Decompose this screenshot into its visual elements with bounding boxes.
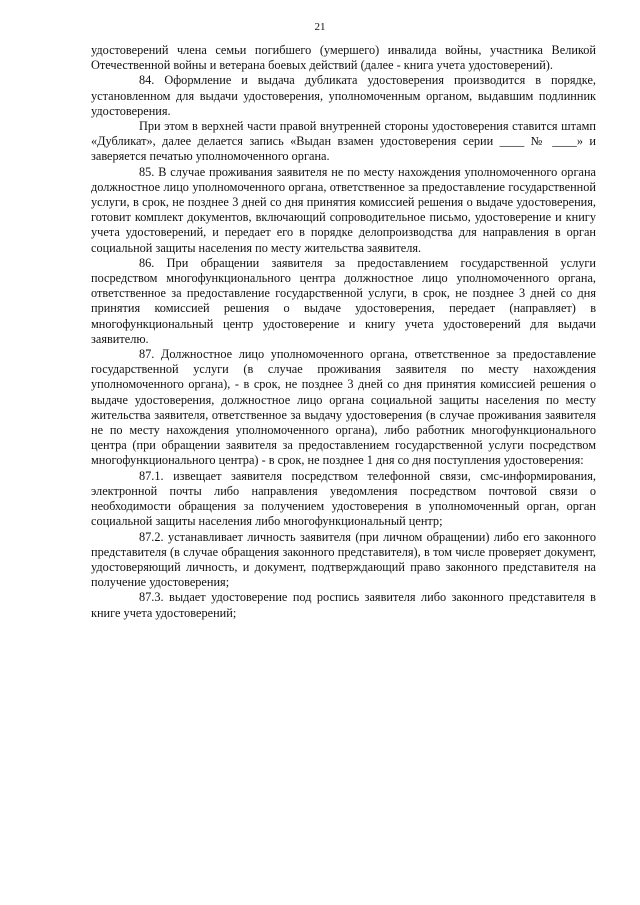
paragraph-87-3: 87.3. выдает удостоверение под роспись заявителя либо законного представителя в книге учета удостоверений; xyxy=(91,590,596,620)
paragraph-86: 86. При обращении заявителя за предоставлением государственной услуги посредством многофункционального центра должностное лицо уполномоченного органа, ответственное за предоставление государственной услуги, в срок, не позднее 3 дней со дня принятия комиссией решения о выдаче удостоверения, передает (направляет) в многофункциональный центр удостоверение и книгу учета удостоверений для выдачи заявителю. xyxy=(91,255,596,346)
paragraph-duplicate-stamp: При этом в верхней части правой внутренней стороны удостоверения ставится штамп «Дубликат», далее делается запись «Выдан взамен удостоверения серии ____ № ____» и заверяется печатью уполномоченного органа. xyxy=(91,119,596,164)
paragraph-87-1: 87.1. извещает заявителя посредством телефонной связи, смс-информирования, электронной почты либо направления уведомления посредством почтовой связи о необходимости обращения за получением удостоверения в уполномоченный орган, орган социальной защиты населения либо многофункциональный центр; xyxy=(91,468,596,529)
paragraph: удостоверений члена семьи погибшего (умершего) инвалида войны, участника Великой Отечественной войны и ветерана боевых действий (далее - книга учета удостоверений). xyxy=(91,43,596,73)
document-body xyxy=(91,43,596,621)
paragraph-85: 85. В случае проживания заявителя не по месту нахождения уполномоченного органа должностное лицо уполномоченного органа, ответственное за предоставление государственной услуги, в срок, не позднее 3 дней со дня принятия комиссией решения о выдаче удостоверения, готовит комплект документов, включающий сопроводительное письмо, удостоверение и книгу учета удостоверений, и передает его в порядке делопроизводства для направления в орган социальной защиты населения по месту жительства заявителя. xyxy=(91,164,596,255)
paragraph-84: 84. Оформление и выдача дубликата удостоверения производится в порядке, установленном для выдачи удостоверения, уполномоченным органом, выдавшим подлинник удостоверения. xyxy=(91,73,596,118)
page-number: 21 xyxy=(314,21,326,33)
paragraph-87: 87. Должностное лицо уполномоченного органа, ответственное за предоставление государственной услуги (в случае проживания заявителя по месту нахождения уполномоченного органа), - в срок, не позднее 3 дней со дня принятия комиссией решения о выдаче удостоверения, должностное лицо органа социальной защиты населения по месту жительства заявителя, ответственное за выдачу удостоверения (в случае проживания заявителя не по месту нахождения уполномоченного органа), либо работник многофункционального центра (при обращении заявителя за предоставлением государственной услуги посредством многофункционального центра) - в срок, не позднее 1 дня со дня поступления удостоверения: xyxy=(91,347,596,468)
paragraph-87-2: 87.2. устанавливает личность заявителя (при личном обращении) либо его законного представителя (в случае обращения законного представителя), в том числе проверяет документ, удостоверяющий личность, и документ, подтверждающий право законного представителя на получение удостоверения; xyxy=(91,529,596,590)
